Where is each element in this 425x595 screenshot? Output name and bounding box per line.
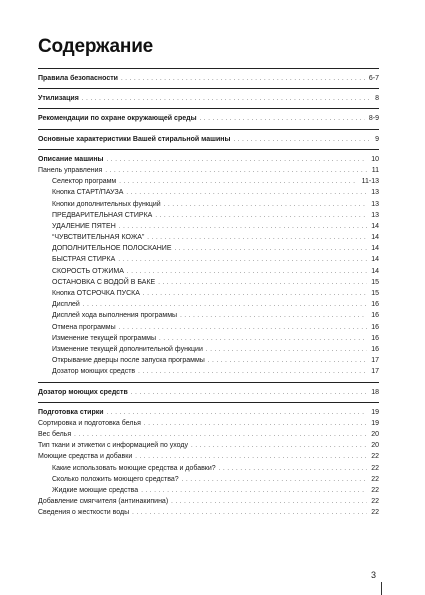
toc-entry-page: 20 — [371, 431, 379, 439]
dot-leader — [119, 177, 357, 188]
dot-leader — [121, 74, 365, 85]
dot-leader — [206, 345, 367, 356]
dot-leader — [107, 408, 368, 419]
toc-entry-page: 14 — [371, 234, 379, 242]
toc-entry[interactable] — [38, 387, 379, 398]
dot-leader — [107, 155, 368, 166]
toc-entry[interactable] — [38, 310, 379, 321]
toc-entry-title: Рекомендации по охране окружающей среды — [38, 115, 197, 123]
toc-entry[interactable] — [38, 73, 379, 84]
toc-entry-title: Описание машины — [38, 155, 104, 163]
toc-entry-page: 15 — [371, 278, 379, 286]
dot-leader — [208, 356, 367, 367]
toc-section — [38, 88, 379, 108]
toc-entry[interactable] — [38, 113, 379, 124]
toc-section — [38, 129, 379, 149]
dot-leader — [233, 135, 371, 146]
toc-entry-page: 13 — [371, 189, 379, 197]
toc-entry[interactable] — [38, 154, 379, 165]
toc-entry-page: 22 — [371, 453, 379, 461]
toc-entry-title: Кнопка СТАРТ/ПАУЗА — [52, 189, 124, 197]
dot-leader — [105, 166, 367, 177]
toc-entry-page: 11-13 — [361, 178, 379, 186]
toc-entry-page: 22 — [371, 475, 379, 483]
toc-entry[interactable] — [38, 134, 379, 145]
toc-entry-page: 17 — [371, 368, 379, 376]
toc-entry-page: 14 — [371, 245, 379, 253]
toc-entry-title: УДАЛЕНИЕ ПЯТЕН — [52, 222, 116, 230]
toc-entry[interactable] — [38, 463, 379, 474]
toc-entry-page: 8-9 — [368, 115, 379, 123]
dot-leader — [131, 388, 367, 399]
toc-entry[interactable] — [38, 366, 379, 377]
toc-entry-title: Открывание дверцы после запуска программы — [52, 357, 205, 365]
dot-leader — [132, 508, 367, 519]
toc-entry-title: Селектор программ — [52, 178, 117, 186]
toc-entry-page: 16 — [371, 323, 379, 331]
toc-entry-title: БЫСТРАЯ СТИРКА — [52, 256, 116, 264]
toc-entry-page: 18 — [371, 388, 379, 396]
dot-leader — [144, 419, 367, 430]
toc-entry-title: Изменение текущей дополнительной функции — [52, 345, 203, 353]
toc-entry-page: 19 — [371, 408, 379, 416]
toc-entry[interactable] — [38, 243, 379, 254]
dot-leader — [191, 441, 367, 452]
toc-entry[interactable] — [38, 187, 379, 198]
toc-entry[interactable] — [38, 176, 379, 187]
toc-entry-page: 22 — [371, 464, 379, 472]
toc-entry[interactable] — [38, 254, 379, 265]
toc-entry[interactable] — [38, 344, 379, 355]
toc-entry-page: 11 — [371, 166, 379, 174]
toc-entry-page: 16 — [371, 345, 379, 353]
toc-entry[interactable] — [38, 277, 379, 288]
toc-entry-page: 14 — [371, 256, 379, 264]
toc-entry-title: Дозатор моющих средств — [38, 388, 128, 396]
toc-entry-page: 16 — [371, 334, 379, 342]
page-edge-line — [381, 582, 382, 595]
toc-section — [38, 402, 379, 523]
toc-entry[interactable] — [38, 266, 379, 277]
toc-entry-page: 17 — [371, 357, 379, 365]
dot-leader — [171, 497, 367, 508]
toc-entry-page: 13 — [371, 211, 379, 219]
dot-leader — [118, 255, 367, 266]
toc-entry-page: 22 — [371, 509, 379, 517]
toc-section — [38, 68, 379, 88]
toc-entry-title: ОСТАНОВКА С ВОДОЙ В БАКЕ — [52, 278, 156, 286]
dot-leader — [155, 211, 367, 222]
toc-entry-title: Отмена программы — [52, 323, 116, 331]
dot-leader — [138, 367, 367, 378]
toc-entry-page: 8 — [375, 95, 379, 103]
toc-entry-page: 14 — [371, 267, 379, 275]
toc-entry[interactable] — [38, 221, 379, 232]
toc-entry-page: 20 — [371, 442, 379, 450]
toc-entry-title: Добавление смягчителя (антинакипина) — [38, 498, 169, 506]
toc-entry-title: Кнопка ОТСРОЧКА ПУСКА — [52, 290, 140, 297]
page-title: Содержание — [38, 36, 154, 57]
table-of-contents — [38, 68, 379, 523]
toc-entry[interactable] — [38, 451, 379, 462]
toc-entry-page: 10 — [371, 155, 379, 163]
dot-leader — [158, 278, 367, 289]
toc-entry-title: Тип ткани и этикетки с информацией по уходу — [38, 442, 188, 450]
toc-entry[interactable] — [38, 93, 379, 104]
page-number: 3 — [371, 570, 377, 580]
toc-entry-title: Сортировка и подготовка белья — [38, 419, 141, 427]
toc-entry-title: Утилизация — [38, 95, 79, 103]
toc-entry-title: Дисплей хода выполнения программы — [52, 312, 178, 320]
toc-entry-title: Основные характеристики Вашей стиральной машины — [38, 135, 231, 143]
dot-leader — [200, 114, 365, 125]
toc-entry[interactable] — [38, 322, 379, 333]
toc-entry-page: 22 — [371, 498, 379, 506]
toc-section — [38, 108, 379, 128]
toc-entry[interactable] — [38, 418, 379, 429]
dot-leader — [180, 311, 367, 322]
dot-leader — [175, 244, 368, 255]
toc-entry-page: 9 — [375, 135, 379, 143]
toc-entry[interactable] — [38, 355, 379, 366]
toc-entry-title: Панель управления — [38, 166, 103, 174]
toc-section — [38, 382, 379, 402]
toc-entry[interactable] — [38, 474, 379, 485]
dot-leader — [143, 289, 367, 300]
toc-entry-title: Моющие средства и добавки — [38, 453, 133, 461]
toc-entry-page: 6-7 — [368, 75, 379, 82]
toc-entry[interactable] — [38, 485, 379, 496]
toc-entry[interactable] — [38, 165, 379, 176]
dot-leader — [164, 200, 367, 211]
dot-leader — [219, 464, 368, 475]
toc-entry-page: 14 — [371, 222, 379, 230]
dot-leader — [141, 486, 367, 497]
toc-entry-title: Дозатор моющих средств — [52, 368, 136, 376]
toc-entry[interactable] — [38, 429, 379, 440]
toc-entry-page: 16 — [371, 301, 379, 309]
toc-entry[interactable] — [38, 210, 379, 221]
toc-entry-page: 13 — [371, 200, 379, 208]
toc-section — [38, 149, 379, 382]
toc-entry-title: Кнопки дополнительных функций — [52, 200, 161, 208]
toc-entry[interactable] — [38, 299, 379, 310]
toc-entry-title: Жидкие моющие средства — [52, 487, 139, 494]
dot-leader — [82, 94, 371, 105]
toc-entry-title: Изменение текущей программы — [52, 334, 156, 342]
toc-entry[interactable] — [38, 496, 379, 507]
toc-entry-page: 22 — [371, 487, 379, 494]
toc-entry-title: “ЧУВСТВИТЕЛЬНАЯ КОЖА” — [52, 234, 145, 242]
toc-entry-title: Правила безопасности — [38, 75, 118, 82]
toc-entry-title: Сведения о жесткости воды — [38, 509, 130, 517]
dot-leader — [147, 233, 367, 244]
dot-leader — [119, 222, 367, 233]
toc-entry-title: СКОРОСТЬ ОТЖИМА — [52, 267, 124, 275]
toc-entry[interactable] — [38, 440, 379, 451]
toc-entry[interactable] — [38, 407, 379, 418]
toc-entry-title: ДОПОЛНИТЕЛЬНОЕ ПОЛОСКАНИЕ — [52, 245, 172, 253]
toc-entry[interactable] — [38, 333, 379, 344]
dot-leader — [182, 475, 368, 486]
toc-entry[interactable] — [38, 232, 379, 243]
toc-entry[interactable] — [38, 288, 379, 299]
toc-entry-title: ПРЕДВАРИТЕЛЬНАЯ СТИРКА — [52, 211, 153, 219]
toc-entry-title: Сколько положить моющего средства? — [52, 475, 179, 483]
toc-entry-page: 16 — [371, 312, 379, 320]
toc-entry[interactable] — [38, 507, 379, 518]
toc-entry-page: 15 — [371, 290, 379, 297]
toc-entry[interactable] — [38, 199, 379, 210]
toc-entry-title: Какие использовать моющие средства и добавки? — [52, 464, 216, 472]
toc-entry-title: Подготовка стирки — [38, 408, 104, 416]
toc-entry-title: Дисплей — [52, 301, 80, 309]
toc-entry-page: 19 — [371, 419, 379, 427]
dot-leader — [127, 267, 367, 278]
toc-entry-title: Вес белья — [38, 431, 72, 439]
